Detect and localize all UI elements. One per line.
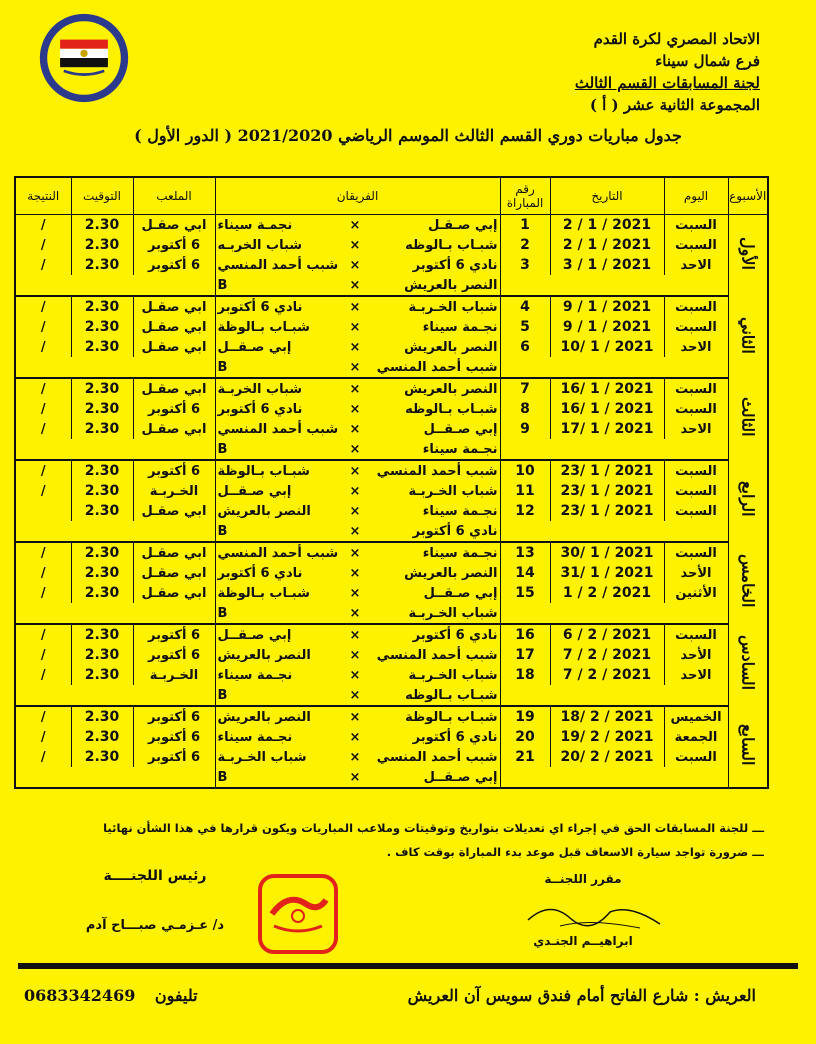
bye-spacer bbox=[500, 767, 728, 788]
match-date: 2021 / 2 / 1 bbox=[550, 583, 664, 603]
bye-mark: B bbox=[215, 685, 345, 706]
match-day: السبت bbox=[664, 296, 728, 317]
match-number: 2 bbox=[500, 235, 550, 255]
bye-mark: B bbox=[215, 439, 345, 460]
away-team: النصر بالعريش bbox=[215, 706, 345, 727]
chair-block bbox=[70, 868, 240, 933]
match-day: السبت bbox=[664, 317, 728, 337]
bye-team: شبـاب بـالوظه bbox=[365, 685, 500, 706]
versus-mark: × bbox=[349, 217, 361, 233]
match-stadium: ابي صقـل bbox=[133, 378, 215, 399]
home-team: شباب الخـربـة bbox=[408, 667, 498, 683]
match-stadium: ابي صقـل bbox=[133, 501, 215, 521]
bye-team: نادي 6 أكتوبر bbox=[365, 521, 500, 542]
away-team: شبـاب بـالوظة bbox=[215, 460, 345, 481]
home-team: شبـاب بـالوظه bbox=[405, 401, 498, 417]
table-row bbox=[15, 542, 768, 563]
match-day: الخميس bbox=[664, 706, 728, 727]
away-team: شباب الخـربـة bbox=[215, 747, 345, 767]
bye-spacer bbox=[15, 767, 215, 788]
match-number: 6 bbox=[500, 337, 550, 357]
match-result: / bbox=[15, 706, 71, 727]
match-result: / bbox=[15, 235, 71, 255]
versus-mark: × bbox=[349, 381, 361, 397]
away-team: نادي 6 أكتوبر bbox=[215, 296, 345, 317]
match-time: 2.30 bbox=[71, 399, 133, 419]
bye-row bbox=[15, 439, 768, 460]
away-team: نادي 6 أكتوبر bbox=[215, 563, 345, 583]
federation-logo bbox=[38, 12, 130, 104]
match-number: 4 bbox=[500, 296, 550, 317]
match-time: 2.30 bbox=[71, 645, 133, 665]
match-date: 2021 / 1 /17 bbox=[550, 419, 664, 439]
match-time: 2.30 bbox=[71, 337, 133, 357]
footer-phone bbox=[24, 986, 212, 1005]
table-row bbox=[15, 235, 768, 255]
match-number: 14 bbox=[500, 563, 550, 583]
match-date: 2021 / 1 /16 bbox=[550, 399, 664, 419]
match-number: 1 bbox=[500, 215, 550, 236]
bye-spacer bbox=[15, 439, 215, 460]
match-day: الأحد bbox=[664, 563, 728, 583]
away-team: شبب أحمد المنسي bbox=[215, 255, 345, 275]
match-stadium: 6 أكتوبر bbox=[133, 706, 215, 727]
week-label: السابع bbox=[738, 723, 758, 766]
match-date: 2021 / 2 /18 bbox=[550, 706, 664, 727]
away-team: شبب أحمد المنسي bbox=[215, 419, 345, 439]
match-time: 2.30 bbox=[71, 501, 133, 521]
rapporteur-block bbox=[528, 872, 638, 948]
match-number: 11 bbox=[500, 481, 550, 501]
match-date: 2021 / 2 / 7 bbox=[550, 665, 664, 685]
match-time: 2.30 bbox=[71, 317, 133, 337]
home-team: شبـاب بـالوظة bbox=[405, 709, 498, 725]
bye-team: النصر بالعريش bbox=[365, 275, 500, 296]
match-date: 2021 / 1 /16 bbox=[550, 378, 664, 399]
match-number: 20 bbox=[500, 727, 550, 747]
note-item: ـــ ضرورة تواجد سيارة الاسعاف قبل موعد بدء المباراة بوقت كاف . bbox=[386, 845, 764, 859]
week-label-cell bbox=[728, 706, 768, 788]
match-date: 2021 / 2 / 6 bbox=[550, 624, 664, 645]
away-team: شبـاب بـالوظة bbox=[215, 583, 345, 603]
bye-spacer bbox=[500, 603, 728, 624]
match-day: السبت bbox=[664, 624, 728, 645]
bye-mark: B bbox=[215, 521, 345, 542]
match-number: 3 bbox=[500, 255, 550, 275]
match-number: 8 bbox=[500, 399, 550, 419]
home-team: النصر بالعريش bbox=[404, 565, 498, 581]
table-row bbox=[15, 337, 768, 357]
bye-spacer bbox=[15, 275, 215, 296]
bye-spacer bbox=[500, 275, 728, 296]
bye-spacer bbox=[15, 603, 215, 624]
versus-mark: × bbox=[349, 503, 361, 519]
match-time: 2.30 bbox=[71, 215, 133, 236]
week-label-cell bbox=[728, 378, 768, 460]
home-team: نادي 6 أكتوبر bbox=[412, 729, 498, 745]
match-day: السبت bbox=[664, 215, 728, 236]
versus-mark: × bbox=[349, 421, 361, 437]
versus-mark: × bbox=[345, 767, 365, 788]
match-time: 2.30 bbox=[71, 378, 133, 399]
match-number: 21 bbox=[500, 747, 550, 767]
week-label: الثالث bbox=[738, 397, 758, 437]
match-result: / bbox=[15, 255, 71, 275]
away-team: نجـمة سيناء bbox=[215, 665, 345, 685]
match-stadium: 6 أكتوبر bbox=[133, 624, 215, 645]
match-result: / bbox=[15, 317, 71, 337]
match-result: / bbox=[15, 337, 71, 357]
week-label-cell bbox=[728, 296, 768, 378]
versus-mark: × bbox=[349, 545, 361, 561]
match-stadium: الخـربـة bbox=[133, 665, 215, 685]
match-result: / bbox=[15, 747, 71, 767]
bye-spacer bbox=[15, 521, 215, 542]
versus-mark: × bbox=[349, 667, 361, 683]
match-time: 2.30 bbox=[71, 624, 133, 645]
match-day: الأحد bbox=[664, 645, 728, 665]
col-time: التوقيت bbox=[71, 177, 133, 215]
match-result: / bbox=[15, 542, 71, 563]
match-result: / bbox=[15, 563, 71, 583]
match-result: / bbox=[15, 583, 71, 603]
table-row bbox=[15, 706, 768, 727]
versus-mark: × bbox=[349, 565, 361, 581]
home-team: نجـمة سيناء bbox=[422, 503, 498, 519]
match-date: 2021 / 1 / 3 bbox=[550, 255, 664, 275]
away-team: شباب الخربـه bbox=[215, 235, 345, 255]
away-team: النصر بالعريش bbox=[215, 645, 345, 665]
match-stadium: 6 أكتوبر bbox=[133, 255, 215, 275]
match-time: 2.30 bbox=[71, 460, 133, 481]
home-team: شباب الخـربـة bbox=[408, 299, 498, 315]
home-team: إبي صـقـل bbox=[428, 217, 498, 233]
match-time: 2.30 bbox=[71, 419, 133, 439]
bye-team: شبب أحمد المنسي bbox=[365, 357, 500, 378]
federation-name: الاتحاد المصري لكرة القدم bbox=[593, 30, 760, 48]
home-team: إبي صـقــل bbox=[423, 585, 498, 601]
bye-spacer bbox=[15, 357, 215, 378]
match-time: 2.30 bbox=[71, 665, 133, 685]
group-name: المجموعة الثانية عشر ( أ ) bbox=[589, 96, 760, 114]
match-number: 9 bbox=[500, 419, 550, 439]
away-team: شبب أحمد المنسي bbox=[215, 542, 345, 563]
away-team: نجـمة سيناء bbox=[215, 727, 345, 747]
table-row bbox=[15, 665, 768, 685]
match-day: الأثنين bbox=[664, 583, 728, 603]
versus-mark: × bbox=[345, 521, 365, 542]
match-day: السبت bbox=[664, 399, 728, 419]
match-result: / bbox=[15, 665, 71, 685]
home-team: النصر بالعريش bbox=[404, 339, 498, 355]
phone-number: 0683342469 bbox=[24, 986, 136, 1005]
home-team: شبب أحمد المنسي bbox=[376, 647, 498, 663]
table-row bbox=[15, 419, 768, 439]
away-team: شباب الخربـة bbox=[215, 378, 345, 399]
committee-stamp bbox=[258, 874, 338, 954]
footer-address: العريش : شارع الفاتح أمام فندق سويس آن العريش bbox=[407, 986, 756, 1005]
match-stadium: 6 أكتوبر bbox=[133, 399, 215, 419]
table-row bbox=[15, 481, 768, 501]
table-row bbox=[15, 563, 768, 583]
match-time: 2.30 bbox=[71, 747, 133, 767]
home-team: النصر بالعريش bbox=[404, 381, 498, 397]
col-stadium: الملعب bbox=[133, 177, 215, 215]
versus-mark: × bbox=[345, 603, 365, 624]
match-time: 2.30 bbox=[71, 727, 133, 747]
col-day: اليوم bbox=[664, 177, 728, 215]
match-number: 7 bbox=[500, 378, 550, 399]
match-time: 2.30 bbox=[71, 706, 133, 727]
match-day: السبت bbox=[664, 747, 728, 767]
match-time: 2.30 bbox=[71, 255, 133, 275]
col-teams: الفريقان bbox=[215, 177, 500, 215]
bye-mark: B bbox=[215, 603, 345, 624]
table-row bbox=[15, 317, 768, 337]
home-team: شبـاب بـالوظه bbox=[405, 237, 498, 253]
match-stadium: ابي صقـل bbox=[133, 542, 215, 563]
schedule-table bbox=[14, 176, 769, 789]
match-stadium: 6 أكتوبر bbox=[133, 235, 215, 255]
home-team: نجـمة سيناء bbox=[422, 545, 498, 561]
col-result: النتيجة bbox=[15, 177, 71, 215]
versus-mark: × bbox=[349, 483, 361, 499]
away-team: شبـاب بـالوظة bbox=[215, 317, 345, 337]
match-date: 2021 / 1 / 2 bbox=[550, 235, 664, 255]
versus-mark: × bbox=[349, 627, 361, 643]
match-date: 2021 / 1 / 2 bbox=[550, 215, 664, 236]
match-date: 2021 / 1 /31 bbox=[550, 563, 664, 583]
versus-mark: × bbox=[345, 275, 365, 296]
home-team: نادي 6 أكتوبر bbox=[412, 257, 498, 273]
match-day: السبت bbox=[664, 235, 728, 255]
bye-row bbox=[15, 357, 768, 378]
match-number: 5 bbox=[500, 317, 550, 337]
bye-team: شباب الخـربـة bbox=[365, 603, 500, 624]
versus-mark: × bbox=[349, 647, 361, 663]
match-stadium: 6 أكتوبر bbox=[133, 460, 215, 481]
match-stadium: ابي صقـل bbox=[133, 296, 215, 317]
match-stadium: الخـربـة bbox=[133, 481, 215, 501]
match-date: 2021 / 1 /10 bbox=[550, 337, 664, 357]
match-time: 2.30 bbox=[71, 563, 133, 583]
match-date: 2021 / 1 / 9 bbox=[550, 317, 664, 337]
home-team: شبب أحمد المنسي bbox=[376, 463, 498, 479]
notes bbox=[44, 816, 764, 864]
match-day: الاحد bbox=[664, 665, 728, 685]
match-number: 12 bbox=[500, 501, 550, 521]
versus-mark: × bbox=[345, 439, 365, 460]
week-label-cell bbox=[728, 215, 768, 297]
match-time: 2.30 bbox=[71, 583, 133, 603]
away-team: إبي صـقــل bbox=[215, 481, 345, 501]
bye-spacer bbox=[500, 357, 728, 378]
match-result bbox=[15, 501, 71, 521]
bye-row bbox=[15, 603, 768, 624]
match-result: / bbox=[15, 460, 71, 481]
match-day: السبت bbox=[664, 460, 728, 481]
home-team: شباب الخـربـة bbox=[408, 483, 498, 499]
match-number: 17 bbox=[500, 645, 550, 665]
match-time: 2.30 bbox=[71, 235, 133, 255]
branch-name: فرع شمال سيناء bbox=[655, 52, 760, 70]
versus-mark: × bbox=[345, 357, 365, 378]
table-row bbox=[15, 296, 768, 317]
match-date: 2021 / 2 /19 bbox=[550, 727, 664, 747]
versus-mark: × bbox=[345, 685, 365, 706]
week-label-cell bbox=[728, 460, 768, 542]
table-row bbox=[15, 624, 768, 645]
note-item: ـــ للجنة المسابقات الحق في إجراء اي تعديلات بتواريخ وتوقيتات وملاعب المباريات ويكون قرارها في هذا الشأن نهائيا bbox=[103, 821, 764, 835]
home-team: نجـمة سيناء bbox=[422, 319, 498, 335]
match-date: 2021 / 1 /30 bbox=[550, 542, 664, 563]
match-result: / bbox=[15, 419, 71, 439]
match-day: الاحد bbox=[664, 255, 728, 275]
phone-label: تليفون bbox=[154, 986, 198, 1005]
bye-row bbox=[15, 767, 768, 788]
match-result: / bbox=[15, 624, 71, 645]
committee-name: لجنة المسابقات القسم الثالث bbox=[574, 74, 760, 92]
match-stadium: ابي صقـل bbox=[133, 317, 215, 337]
col-week: الأسبوع bbox=[728, 177, 768, 215]
org-header bbox=[500, 28, 760, 116]
bye-row bbox=[15, 521, 768, 542]
table-row bbox=[15, 645, 768, 665]
col-match-no: رقم المباراة bbox=[500, 177, 550, 215]
versus-mark: × bbox=[349, 339, 361, 355]
match-day: السبت bbox=[664, 501, 728, 521]
chair-name: د/ عـزمـي صبـــاح آدم bbox=[85, 918, 225, 933]
away-team: نادي 6 أكتوبر bbox=[215, 399, 345, 419]
match-stadium: ابي صقـل bbox=[133, 583, 215, 603]
bye-row bbox=[15, 685, 768, 706]
away-team: إبي صـقــل bbox=[215, 337, 345, 357]
table-row bbox=[15, 399, 768, 419]
table-row bbox=[15, 255, 768, 275]
versus-mark: × bbox=[349, 463, 361, 479]
week-label: الرابع bbox=[738, 481, 758, 517]
bye-mark: B bbox=[215, 357, 345, 378]
versus-mark: × bbox=[349, 319, 361, 335]
bye-spacer bbox=[500, 685, 728, 706]
week-label: الخامس bbox=[738, 554, 758, 608]
chair-title: رئيس اللجنــــة bbox=[103, 868, 207, 884]
match-day: الاحد bbox=[664, 419, 728, 439]
table-row bbox=[15, 215, 768, 236]
match-stadium: ابي صقـل bbox=[133, 337, 215, 357]
week-label: السادس bbox=[738, 635, 758, 691]
table-header-row bbox=[15, 177, 768, 215]
versus-mark: × bbox=[349, 401, 361, 417]
versus-mark: × bbox=[349, 237, 361, 253]
page-title: جدول مباريات دوري القسم الثالث الموسم الرياضي 2021/2020 ( الدور الأول ) bbox=[134, 126, 682, 145]
bye-mark: B bbox=[215, 275, 345, 296]
match-number: 13 bbox=[500, 542, 550, 563]
bye-team: إبي صـقــل bbox=[365, 767, 500, 788]
away-team: النصر بالعريش bbox=[215, 501, 345, 521]
bye-mark: B bbox=[215, 767, 345, 788]
away-team: إبي صـقــل bbox=[215, 624, 345, 645]
table-row bbox=[15, 501, 768, 521]
week-label: الثاني bbox=[738, 316, 758, 354]
home-team: نادي 6 أكتوبر bbox=[412, 627, 498, 643]
week-label-cell bbox=[728, 542, 768, 624]
bye-spacer bbox=[15, 685, 215, 706]
table-row bbox=[15, 727, 768, 747]
match-result: / bbox=[15, 399, 71, 419]
match-stadium: ابي صقـل bbox=[133, 215, 215, 236]
versus-mark: × bbox=[349, 749, 361, 765]
match-time: 2.30 bbox=[71, 481, 133, 501]
match-stadium: 6 أكتوبر bbox=[133, 727, 215, 747]
footer-divider bbox=[18, 963, 798, 969]
match-date: 2021 / 2 /20 bbox=[550, 747, 664, 767]
versus-mark: × bbox=[349, 299, 361, 315]
week-label-cell bbox=[728, 624, 768, 706]
rapporteur-title: مقرر اللجنــة bbox=[544, 872, 622, 886]
match-day: السبت bbox=[664, 378, 728, 399]
match-result: / bbox=[15, 378, 71, 399]
bye-team: نجـمة سيناء bbox=[365, 439, 500, 460]
match-result: / bbox=[15, 481, 71, 501]
match-result: / bbox=[15, 215, 71, 236]
match-stadium: ابي صقـل bbox=[133, 419, 215, 439]
match-number: 10 bbox=[500, 460, 550, 481]
match-date: 2021 / 1 / 9 bbox=[550, 296, 664, 317]
versus-mark: × bbox=[349, 729, 361, 745]
match-day: الاحد bbox=[664, 337, 728, 357]
match-date: 2021 / 1 /23 bbox=[550, 501, 664, 521]
match-stadium: ابي صقـل bbox=[133, 563, 215, 583]
match-number: 15 bbox=[500, 583, 550, 603]
match-day: الجمعة bbox=[664, 727, 728, 747]
home-team: شبب أحمد المنسي bbox=[376, 749, 498, 765]
table-row bbox=[15, 378, 768, 399]
match-date: 2021 / 1 /23 bbox=[550, 481, 664, 501]
col-date: التاريخ bbox=[550, 177, 664, 215]
match-number: 18 bbox=[500, 665, 550, 685]
match-result: / bbox=[15, 727, 71, 747]
match-stadium: 6 أكتوبر bbox=[133, 747, 215, 767]
rapporteur-name: ابراهيــم الجنـدي bbox=[533, 934, 633, 948]
bye-spacer bbox=[500, 521, 728, 542]
bye-row bbox=[15, 275, 768, 296]
match-stadium: 6 أكتوبر bbox=[133, 645, 215, 665]
match-result: / bbox=[15, 296, 71, 317]
versus-mark: × bbox=[349, 585, 361, 601]
week-label: الأول bbox=[738, 237, 758, 270]
table-row bbox=[15, 460, 768, 481]
match-number: 19 bbox=[500, 706, 550, 727]
match-time: 2.30 bbox=[71, 542, 133, 563]
home-team: إبي صـقــل bbox=[423, 421, 498, 437]
table-row bbox=[15, 583, 768, 603]
match-result: / bbox=[15, 645, 71, 665]
match-date: 2021 / 1 /23 bbox=[550, 460, 664, 481]
table-row bbox=[15, 747, 768, 767]
match-day: السبت bbox=[664, 481, 728, 501]
bye-spacer bbox=[500, 439, 728, 460]
match-date: 2021 / 2 / 7 bbox=[550, 645, 664, 665]
match-day: السبت bbox=[664, 542, 728, 563]
versus-mark: × bbox=[349, 709, 361, 725]
versus-mark: × bbox=[349, 257, 361, 273]
match-number: 16 bbox=[500, 624, 550, 645]
away-team: نجمـة سيناء bbox=[215, 215, 345, 236]
match-time: 2.30 bbox=[71, 296, 133, 317]
